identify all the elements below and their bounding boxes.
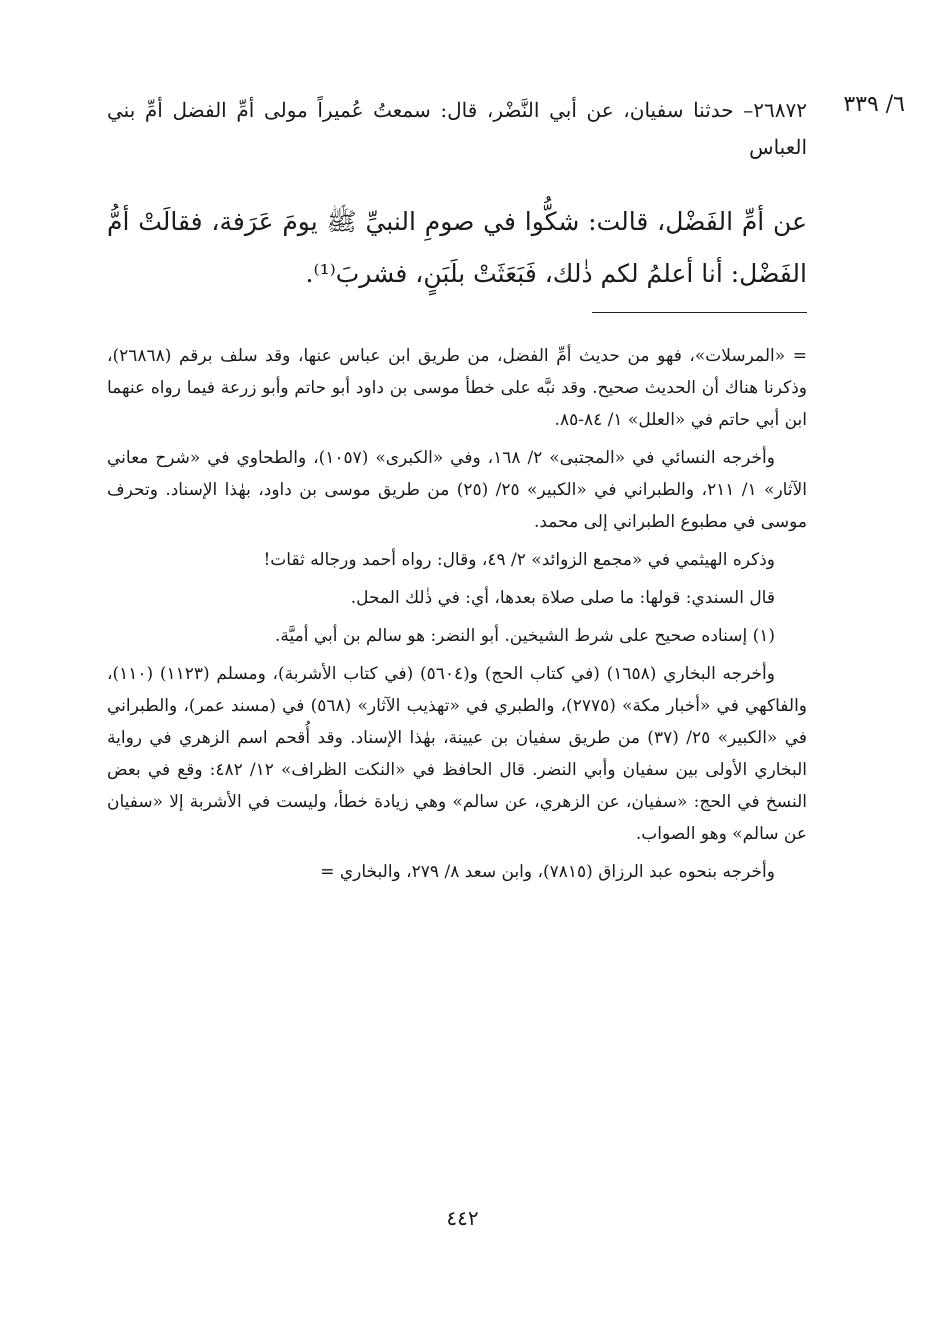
footnote-separator [592, 312, 807, 313]
footnotes [107, 340, 807, 894]
hadith-text: عن أمِّ الفَضْل، قالت: شكُّوا في صومِ النبيِّ ﷺ يومَ عَرَفة، فقالَتْ أمُّ الفَضْل: أنا أعلمُ لكم ذٰلك، فَبَعَثَتْ بلَبَنٍ، فشربَ⁽¹⁾. [107, 207, 807, 288]
footnote-paragraph: = «المرسلات»، فهو من حديث أمِّ الفضل، من طريق ابن عباس عنها، وقد سلف برقم (٢٦٨٦٨)، وذكرنا هناك أن الحديث صحيح. وقد نبَّه على خطأ موسى بن داود أبو حاتم وأبو زرعة فيما رواه عنهما ابن أبي حاتم في «العلل» ١/ ٨٤-٨٥. [107, 346, 807, 430]
footnote-paragraph: (١) إسناده صحيح على شرط الشيخين. أبو النضر: هو سالم بن أبي أميَّة. [274, 626, 775, 646]
footnote-paragraph: وأخرجه بنحوه عبد الرزاق (٧٨١٥)، وابن سعد ٨/ ٢٧٩، والبخاري = [320, 862, 775, 882]
footnote-paragraph: وذكره الهيثمي في «مجمع الزوائد» ٢/ ٤٩، وقال: رواه أحمد ورجاله ثقات! [263, 550, 775, 570]
footnote-paragraph: قال السندي: قولها: ما صلى صلاة بعدها، أي: في ذٰلك المحل. [350, 588, 775, 608]
volume-page-reference: ٦/ ٣٣٩ [843, 92, 905, 117]
footnote-paragraph: وأخرجه البخاري (١٦٥٨) (في كتاب الحج) و(٥٦٠٤) (في كتاب الأشربة)، ومسلم (١١٢٣) (١١٠)، والفاكهي في «أخبار مكة» (٢٧٧٥)، والطبري في «تهذيب الآثار» (٥٦٨) في (مسند عمر)، والطبراني في «الكبير» ٢٥/ (٣٧) من طريق سفيان بن عيينة، بهٰذا الإسناد. وقد أُقحم اسم الزهري في رواية البخاري الأولى بين سفيان وأبي النضر. قال الحافظ في «النكت الظراف» ١٢/ ٤٨٢: وقع في بعض النسخ في الحج: «سفيان، عن الزهري، عن سالم» وهي زيادة خطأ، وليست في الأشربة إلا «سفيان عن سالم» وهو الصواب. [107, 664, 808, 844]
footnote-paragraph: وأخرجه النسائي في «المجتبى» ٢/ ١٦٨، وفي «الكبرى» (١٠٥٧)، والطحاوي في «شرح معاني الآثار» ١/ ٢١١، والطبراني في «الكبير» ٢٥/ (٢٥) من طريق موسى بن داود، بهٰذا الإسناد. وتحرف موسى في مطبوع الطبراني إلى محمد. [107, 448, 807, 532]
hadith-chain-of-narration: ٢٦٨٧٢– حدثنا سفيان، عن أبي النَّضْر، قال: سمعتُ عُميراً مولى أمِّ الفضل أمِّ بني العباس [107, 98, 807, 159]
page-number: ٤٤٢ [446, 1206, 479, 1230]
